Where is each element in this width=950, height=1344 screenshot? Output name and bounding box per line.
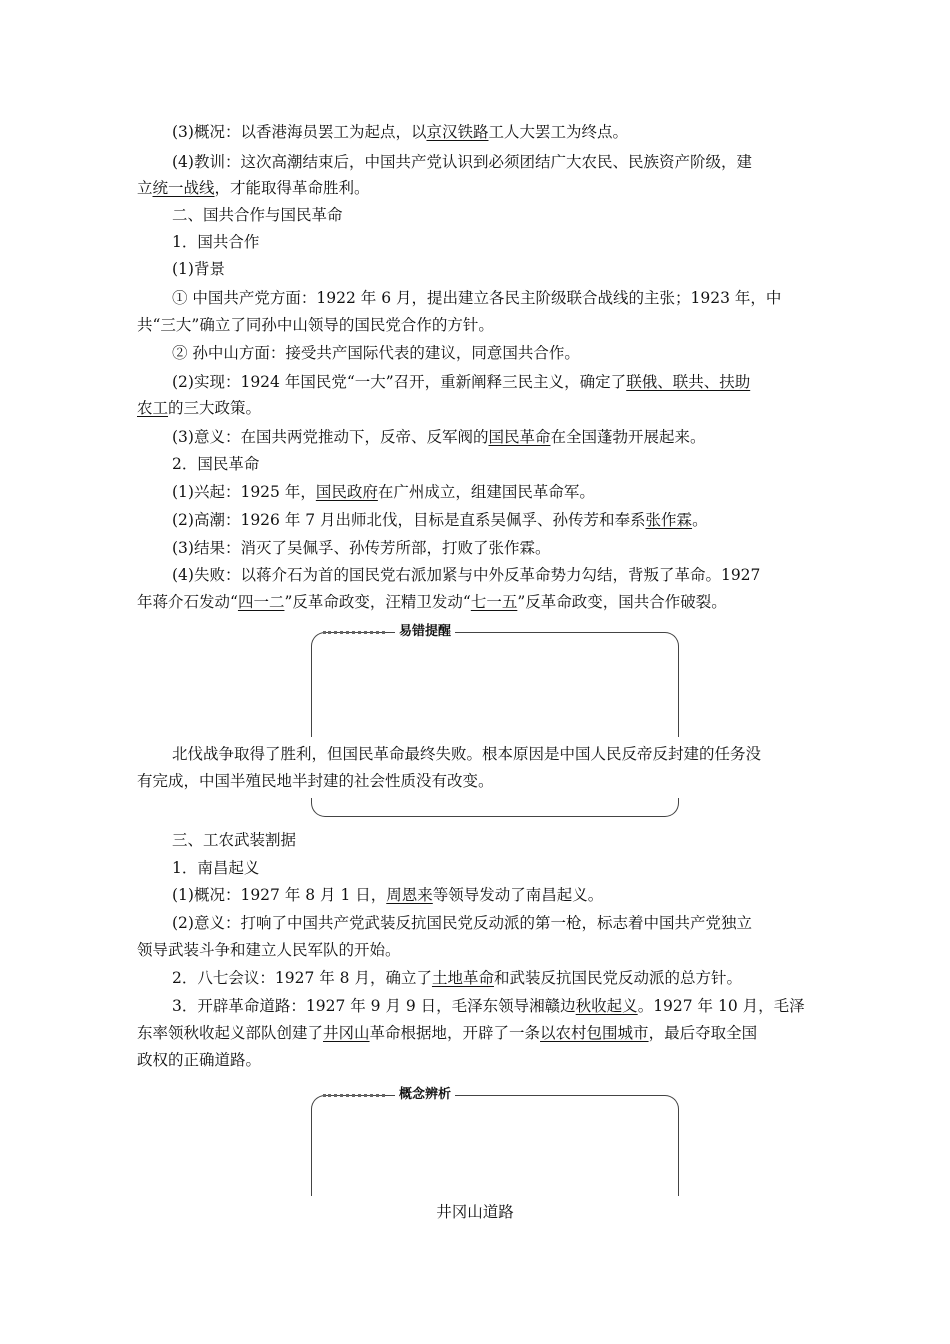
underlined-answer: 农工 <box>137 399 169 417</box>
underlined-answer: 联俄、联共、扶助 <box>626 373 751 391</box>
paragraph-line <box>172 427 852 447</box>
text: 在广州成立，组建国民革命军。 <box>377 483 595 501</box>
paragraph-line <box>137 398 817 418</box>
text: 的三大政策。 <box>168 399 262 417</box>
underlined-answer: 七一五 <box>470 593 518 611</box>
underlined-answer: 周恩来 <box>386 886 433 904</box>
tip-box-frame-top <box>311 632 679 737</box>
paragraph-line <box>137 1023 817 1043</box>
underlined-answer: 土地革命 <box>431 969 494 987</box>
paragraph-line <box>172 968 852 988</box>
text: 立 <box>137 179 153 197</box>
text: (2)高潮：1926 年 7 月出师北伐，目标是直系吴佩孚、孙传芳和奉系 <box>172 511 646 529</box>
paragraph-line <box>172 122 852 142</box>
text: 革命根据地，开辟了一条 <box>369 1024 541 1042</box>
text: (1)概况：1927 年 8 月 1 日， <box>172 886 387 904</box>
subsection-heading: 1．国共合作 <box>172 233 260 251</box>
text: ，才能取得革命胜利。 <box>214 179 370 197</box>
text: 3．开辟革命道路：1927 年 9 月 9 日，毛泽东领导湘赣边 <box>172 997 576 1015</box>
underlined-answer: 张作霖 <box>645 511 693 529</box>
paragraph-line: (4)失败：以蒋介石为首的国民党右派加紧与中外反革命势力勾结，背叛了革命。1927 <box>172 566 761 584</box>
text: 2．八七会议：1927 年 8 月，确立了 <box>172 969 432 987</box>
paragraph-line: (3)结果：消灭了吴佩孚、孙传芳所部，打败了张作霖。 <box>172 539 551 557</box>
text: (3)概况：以香港海员罢工为起点，以 <box>172 123 427 141</box>
paragraph-line <box>172 885 852 905</box>
paragraph-line: 领导武装斗争和建立人民军队的开始。 <box>137 941 401 959</box>
text: ”反革命政变，汪精卫发动“ <box>284 593 471 611</box>
text: 年蒋介石发动“ <box>137 593 238 611</box>
caption: 井冈山道路 <box>436 1203 514 1221</box>
tip-box-label: 易错提醒 <box>395 624 455 640</box>
paragraph-line <box>172 372 852 392</box>
text: 工人大罢工为终点。 <box>488 123 628 141</box>
paragraph-line: ② 孙中山方面：接受共产国际代表的建议，同意国共合作。 <box>172 344 580 362</box>
concept-box-label: 概念辨析 <box>395 1087 455 1103</box>
text: (3)意义：在国共两党推动下，反帝、反军阀的 <box>172 428 489 446</box>
underlined-answer: 京汉铁路 <box>426 123 489 141</box>
text: ，最后夺取全国 <box>648 1024 758 1042</box>
tip-text: 北伐战争取得了胜利，但国民革命最终失败。根本原因是中国人民反帝反封建的任务没 <box>172 745 762 763</box>
text: 。 <box>692 511 708 529</box>
underlined-answer: 秋收起义 <box>575 997 638 1015</box>
subsection-heading: 2．国民革命 <box>172 455 260 473</box>
tip-text: 有完成，中国半殖民地半封建的社会性质没有改变。 <box>137 772 494 790</box>
underlined-answer: 统一战线 <box>152 179 215 197</box>
underlined-answer: 以农村包围城市 <box>540 1024 649 1042</box>
paragraph-line: ① 中国共产党方面：1922 年 6 月，提出建立各民主阶级联合战线的主张；1923 年，中 <box>172 289 782 307</box>
paragraph-line: (2)意义：打响了中国共产党武装反抗国民党反动派的第一枪，标志着中国共产党独立 <box>172 914 752 932</box>
text: (1)兴起：1925 年， <box>172 483 316 501</box>
text: 东率领秋收起义部队创建了 <box>137 1024 324 1042</box>
underlined-answer: 四一二 <box>237 593 285 611</box>
underlined-answer: 国民革命 <box>488 428 551 446</box>
paragraph-line <box>137 592 817 612</box>
paragraph-line: (4)教训：这次高潮结束后，中国共产党认识到必须团结广大农民、民族资产阶级，建 <box>172 153 752 171</box>
tip-box-frame-bottom <box>311 798 679 817</box>
subsection-heading: 1．南昌起义 <box>172 859 260 877</box>
text: (2)实现：1924 年国民党“一大”召开，重新阐释三民主义，确定了 <box>172 373 627 391</box>
text: 。1927 年 10 月，毛泽 <box>637 997 805 1015</box>
paragraph-line <box>172 510 852 530</box>
text: 在全国蓬勃开展起来。 <box>550 428 706 446</box>
section-heading: 三、工农武装割据 <box>172 831 297 849</box>
section-heading: 二、国共合作与国民革命 <box>172 206 343 224</box>
underlined-answer: 国民政府 <box>315 483 378 501</box>
text: 和武装反抗国民党反动派的总方针。 <box>493 969 742 987</box>
decorative-dots <box>323 1094 385 1097</box>
decorative-dots <box>323 631 385 634</box>
paragraph-line: 共“三大”确立了同孙中山领导的国民党合作的方针。 <box>137 316 494 334</box>
paragraph-line: 政权的正确道路。 <box>137 1051 262 1069</box>
text: ”反革命政变，国共合作破裂。 <box>517 593 727 611</box>
paragraph-line: (1)背景 <box>172 260 225 278</box>
underlined-answer: 井冈山 <box>323 1024 370 1042</box>
paragraph-line <box>172 482 852 502</box>
text: 等领导发动了南昌起义。 <box>432 886 604 904</box>
concept-box-frame <box>311 1095 679 1196</box>
paragraph-line <box>137 178 817 198</box>
paragraph-line <box>172 996 852 1016</box>
